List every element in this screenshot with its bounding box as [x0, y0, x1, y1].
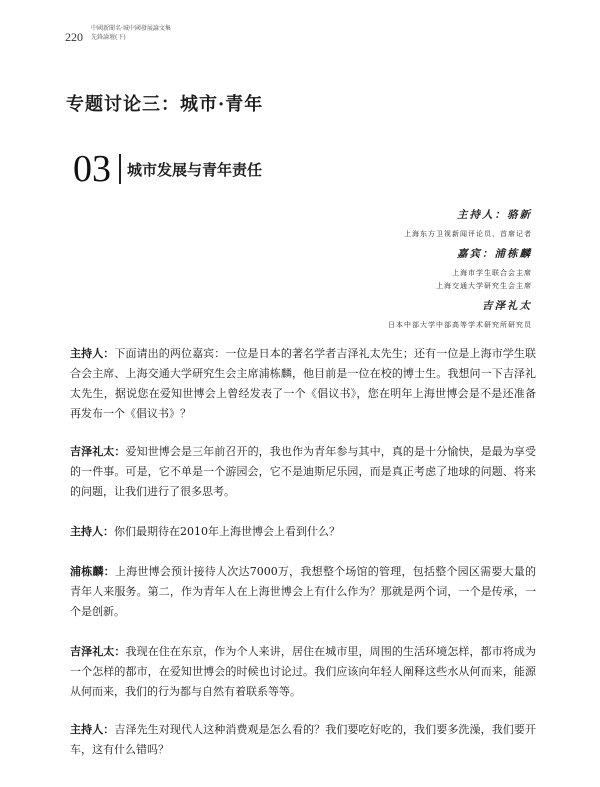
article-heading [73, 150, 262, 190]
dialogue-paragraph [70, 720, 536, 760]
host-affiliation: 上海东方卫视新闻评论员、首席记者 [404, 230, 532, 238]
guest-affiliation-2: 上海交通大学研究生会主席 [436, 282, 532, 290]
speaker-label: 浦栋麟： [70, 565, 115, 578]
guest2-affiliation: 日本中部大学中部高等学术研究所研究员 [388, 321, 532, 329]
speaker-label: 吉泽礼太： [70, 445, 126, 458]
header-series: 中國新聞名·城中國發展論文集 [91, 25, 171, 32]
dialogue-body [70, 344, 536, 760]
title-divider [119, 154, 121, 184]
section-title: 专题讨论三：城市·青年 [66, 94, 264, 115]
host-role: 主持人：骆新 [457, 209, 532, 221]
guest2-name: 吉泽礼太 [482, 300, 532, 312]
paragraph-text: 吉泽先生对现代人这种消费观是怎么看的？我们要吃好吃的，我们要多洗澡，我们要开车，这有什么错吗？ [70, 723, 536, 756]
speaker-label: 主持人： [70, 723, 115, 736]
paragraph-text: 你们最期待在2010年上海世博会上看到什么？ [114, 525, 340, 538]
article-title: 城市发展与青年责任 [127, 161, 263, 179]
paragraph-text: 我现在住在东京，作为个人来讲，居住在城市里，周围的生活环境怎样，都市将成为一个怎样的都市，在爱知世博会的时候也讨论过。我们应该向年轻人阐释这些水从何而来，能源从何而来，我们的行为都与自然有着联系等等。 [70, 645, 537, 698]
paragraph-text: 下面请出的两位嘉宾：一位是日本的著名学者吉泽礼太先生；还有一位是上海市学生联合会主席、上海交通大学研究生会主席浦栋麟，他目前是一位在校的博士生。我想问一下吉泽礼太先生，据说您在爱知世博会上曾经发表了一个《倡议书》，您在明年上海世博会是不是还准备再发布一个《倡议书》？ [70, 347, 536, 420]
dialogue-paragraph [70, 344, 536, 424]
dialogue-paragraph [70, 562, 536, 622]
participants-list [202, 204, 532, 332]
speaker-label: 主持人： [70, 525, 114, 538]
paragraph-text: 爱知世博会是三年前召开的，我也作为青年参与其中，真的是十分愉快，是最为享受的一件事。可是，它不单是一个游园会，它不是迪斯尼乐园，而是真正考虑了地球的问题、将来的问题，让我们进行了很多思考。 [70, 445, 537, 498]
page-number: 220 [65, 30, 83, 44]
guest-role: 嘉宾：浦栋麟 [457, 248, 532, 260]
speaker-label: 吉泽礼太： [70, 645, 126, 658]
paragraph-text: 上海世博会预计接待人次达7000万，我想整个场馆的管理，包括整个园区需要大量的青年人来服务。第二，作为青年人在上海世博会上有什么作为？那就是两个词，一个是传承，一个是创新。 [70, 565, 537, 618]
speaker-label: 主持人： [70, 347, 115, 360]
dialogue-paragraph [70, 522, 536, 542]
header-book-title: 先鋒論壇(下) [91, 34, 126, 41]
article-number: 03 [73, 148, 111, 190]
dialogue-paragraph [70, 642, 536, 702]
dialogue-paragraph [70, 442, 536, 502]
guest-affiliation-1: 上海市学生联合会主席 [452, 269, 532, 277]
